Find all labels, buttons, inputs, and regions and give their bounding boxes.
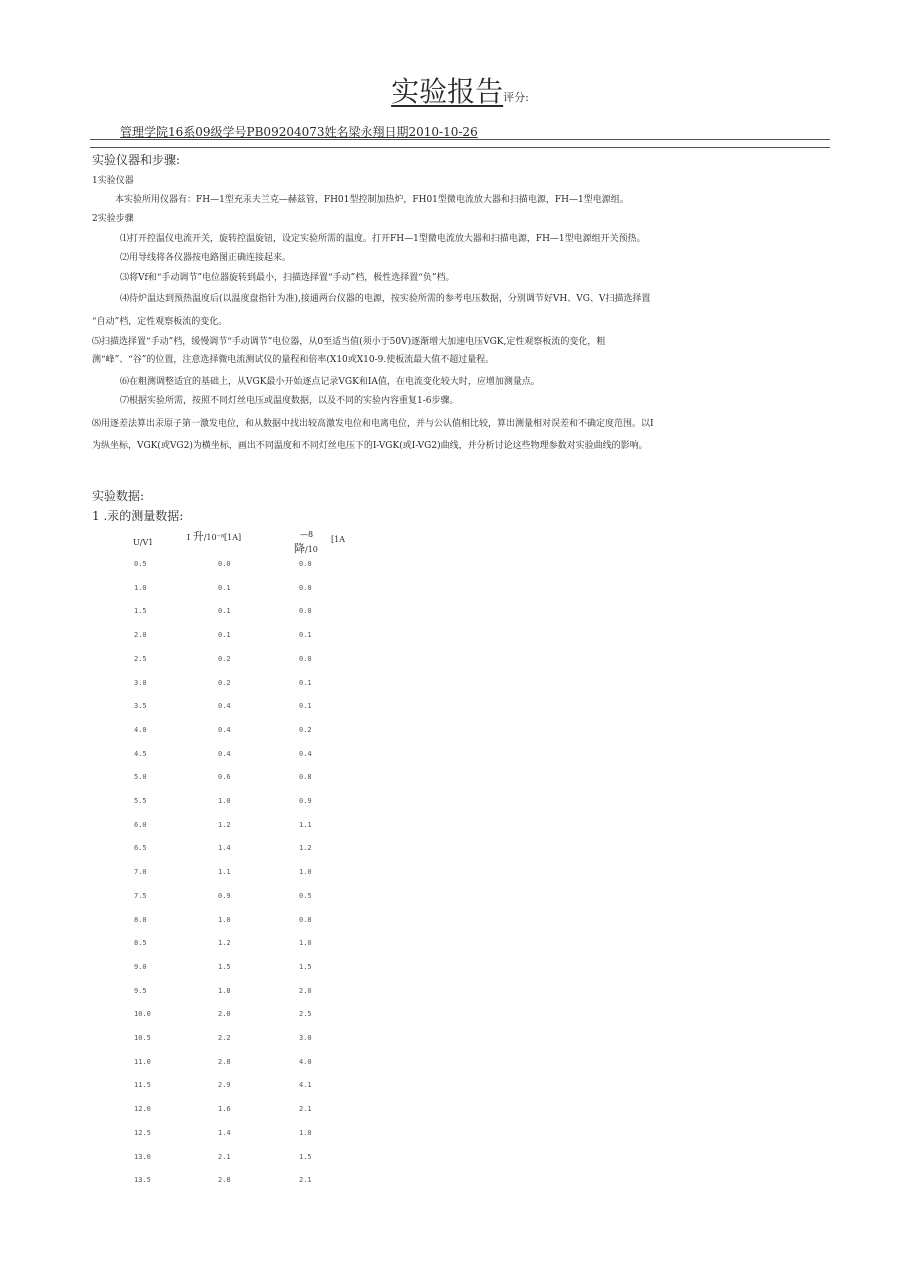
current-up-cell: 1.0 (218, 797, 231, 805)
voltage-cell: 13.5 (134, 1176, 151, 1185)
current-down-cell: 0.2 (299, 725, 312, 734)
current-down-cell: 0.0 (299, 607, 312, 616)
section-data-heading: 实验数据: (92, 489, 145, 503)
step-line: ⑴打开控温仪电流开关，旋转控温旋钮，设定实验所需的温度。打开FH—1型微电流放大器和扫描电源，FH—1型电源组开关预热。 (120, 234, 646, 244)
step-line: ⑷待炉温达到预热温度后(以温度盘指针为准),接通两台仪器的电源，按实验所需的参考电压数据，分别调节好VH、VG、V扫描选择置 (120, 294, 651, 304)
page-title: 实验报告 (391, 75, 504, 108)
voltage-cell: 9.5 (134, 986, 147, 995)
table-header-current-down (294, 540, 318, 556)
current-down-cell: 0.1 (299, 678, 312, 687)
data-subheading: 1 .汞的测量数据: (92, 509, 184, 523)
voltage-cell: 4.0 (134, 725, 147, 734)
voltage-cell: 7.5 (134, 891, 147, 900)
current-down-cell: 2.1 (299, 1105, 312, 1114)
current-up-cell: 0.9 (218, 891, 231, 900)
voltage-cell: 5.5 (134, 797, 147, 805)
voltage-cell: 9.0 (134, 962, 147, 971)
current-up-cell: 2.8 (218, 1176, 231, 1185)
voltage-cell: 10.5 (134, 1034, 151, 1042)
current-up-cell: 1.8 (218, 986, 231, 995)
current-up-cell: 2.1 (218, 1152, 231, 1161)
table-header-voltage: U/V1 (133, 538, 154, 547)
subheading-steps: 2实验步骤 (92, 214, 134, 224)
voltage-cell: 6.5 (134, 844, 147, 853)
table-header-current-up (187, 528, 241, 544)
voltage-cell: 3.5 (134, 702, 147, 711)
step-line: ⑵用导线将各仪器按电路图正确连接起来。 (120, 253, 292, 263)
current-up-cell: 2.0 (218, 1010, 231, 1019)
current-up-cell: 0.4 (218, 749, 231, 758)
current-up-cell: 1.4 (218, 844, 231, 853)
current-down-cell: 1.5 (299, 962, 312, 971)
current-up-cell: 2.2 (218, 1034, 231, 1042)
current-up-cell: 0.4 (218, 702, 231, 711)
header-fall-label: 降 (294, 542, 305, 555)
current-down-cell: 0.9 (299, 797, 312, 805)
current-down-cell: 0.5 (299, 891, 312, 900)
current-down-cell: 0.8 (299, 773, 312, 782)
current-up-cell: 0.1 (218, 583, 231, 592)
current-down-cell: 1.2 (299, 844, 312, 853)
current-up-cell: 1.6 (218, 1105, 231, 1114)
instruments-text: 本实验所用仪器有：FH—1型充汞夫兰克—赫兹管，FH01型控制加热炉，FH01型微电流放大器和扫描电源，FH—1型电源组。 (115, 195, 629, 205)
current-down-cell: 3.0 (299, 1034, 312, 1042)
current-up-cell: 0.0 (218, 560, 231, 568)
current-down-cell: 1.0 (299, 868, 312, 877)
step-line: 测“峰”、“谷”的位置，注意选择微电流测试仪的量程和倍率(X10或X10-9.使板流最大值不超过量程。 (92, 355, 495, 365)
current-up-cell: 1.2 (218, 820, 231, 829)
student-info-line: 管理学院16系09级学号PB09204073姓名梁永翔日期2010-10-26 (120, 125, 478, 139)
current-up-cell: 1.5 (218, 962, 231, 971)
current-down-cell: 1.1 (299, 820, 312, 829)
voltage-cell: 4.5 (134, 749, 147, 758)
step-line: “自动”档，定性观察板流的变化。 (92, 317, 228, 327)
current-down-cell: 0.0 (299, 583, 312, 592)
current-down-cell: 2.1 (299, 1176, 312, 1185)
current-down-cell: 0.8 (299, 915, 312, 924)
current-down-cell: 1.0 (299, 939, 312, 948)
current-up-cell: 0.4 (218, 725, 231, 734)
step-line: ⑸扫描选择置“手动”档，缓慢调节“手动调节”电位器，从0至适当值(须小于50V)逐渐增大加速电压VGK,定性观察板流的变化，粗 (92, 337, 606, 347)
current-down-cell: 1.5 (299, 1152, 312, 1161)
header-rise-label: 升 (192, 530, 204, 543)
header-current-symbol: I (187, 533, 191, 542)
current-down-cell: 0.1 (299, 631, 312, 640)
step-line: 为纵坐标，VGK(或VG2)为横坐标，画出不同温度和不同灯丝电压下的I-VGK(或I-VG2)曲线，并分析讨论这些物理参数对实验曲线的影响。 (92, 441, 648, 451)
divider-bottom (90, 147, 830, 148)
current-up-cell: 0.1 (218, 631, 231, 640)
voltage-cell: 10.0 (134, 1010, 151, 1019)
current-down-cell: 2.5 (299, 1010, 312, 1019)
voltage-cell: 3.0 (134, 678, 147, 687)
step-line: ⑻用逐差法算出汞原子第一激发电位，和从数据中找出较高激发电位和电离电位，并与公认值相比较，算出测量相对误差和不确定度范围。以I (92, 419, 654, 429)
current-down-cell: 0.1 (299, 702, 312, 711)
divider-top (90, 139, 830, 140)
header-current-unit: /10⁻⁸[1A] (203, 533, 242, 542)
current-down-cell: 0.4 (299, 749, 312, 758)
voltage-cell: 11.5 (134, 1081, 151, 1090)
report-title-block (0, 70, 920, 110)
voltage-cell: 12.0 (134, 1105, 151, 1114)
current-down-cell: 0.0 (299, 560, 312, 568)
current-down-cell: 4.0 (299, 1057, 312, 1066)
current-up-cell: 1.2 (218, 939, 231, 948)
voltage-cell: 2.5 (134, 654, 147, 663)
current-up-cell: 1.0 (218, 915, 231, 924)
voltage-cell: 11.0 (134, 1057, 151, 1066)
voltage-cell: 1.0 (134, 583, 147, 592)
voltage-cell: 1.5 (134, 607, 147, 616)
voltage-cell: 13.0 (134, 1152, 151, 1161)
current-down-cell: 4.1 (299, 1081, 312, 1090)
table-header-current-down-exp: —8 (300, 530, 314, 539)
current-down-cell: 1.0 (299, 1128, 312, 1137)
voltage-cell: 8.5 (134, 939, 147, 948)
current-up-cell: 0.6 (218, 773, 231, 782)
score-label: 评分: (503, 91, 529, 104)
step-line: ⑺根据实验所需，按照不同灯丝电压或温度数据，以及不同的实验内容重复1-6步骤。 (120, 396, 459, 406)
step-line: ⑹在粗测调整适宜的基础上，从VGK最小开始逐点记录VGK和IA值，在电流变化较大时，应增加测量点。 (120, 377, 540, 387)
section-instruments-heading: 实验仪器和步骤: (92, 153, 181, 167)
current-up-cell: 1.4 (218, 1128, 231, 1137)
current-up-cell: 2.9 (218, 1081, 231, 1090)
voltage-cell: 5.0 (134, 773, 147, 782)
current-up-cell: 2.8 (218, 1057, 231, 1066)
step-line: ⑶将Vf和“手动调节”电位器旋转到最小，扫描选择置“手动”档，极性选择置“负”档。 (120, 273, 455, 283)
current-down-cell: 0.0 (299, 654, 312, 663)
table-header-unit-right: [1A (331, 535, 345, 544)
current-up-cell: 1.1 (218, 868, 231, 877)
voltage-cell: 12.5 (134, 1128, 151, 1137)
voltage-cell: 0.5 (134, 560, 147, 568)
current-up-cell: 0.2 (218, 678, 231, 687)
current-up-cell: 0.1 (218, 607, 231, 616)
subheading-instruments: 1实验仪器 (92, 176, 134, 186)
voltage-cell: 2.0 (134, 631, 147, 640)
header-fall-unit: /10 (305, 545, 318, 554)
voltage-cell: 8.0 (134, 915, 147, 924)
voltage-cell: 7.0 (134, 868, 147, 877)
voltage-cell: 6.0 (134, 820, 147, 829)
current-up-cell: 0.2 (218, 654, 231, 663)
current-down-cell: 2.0 (299, 986, 312, 995)
